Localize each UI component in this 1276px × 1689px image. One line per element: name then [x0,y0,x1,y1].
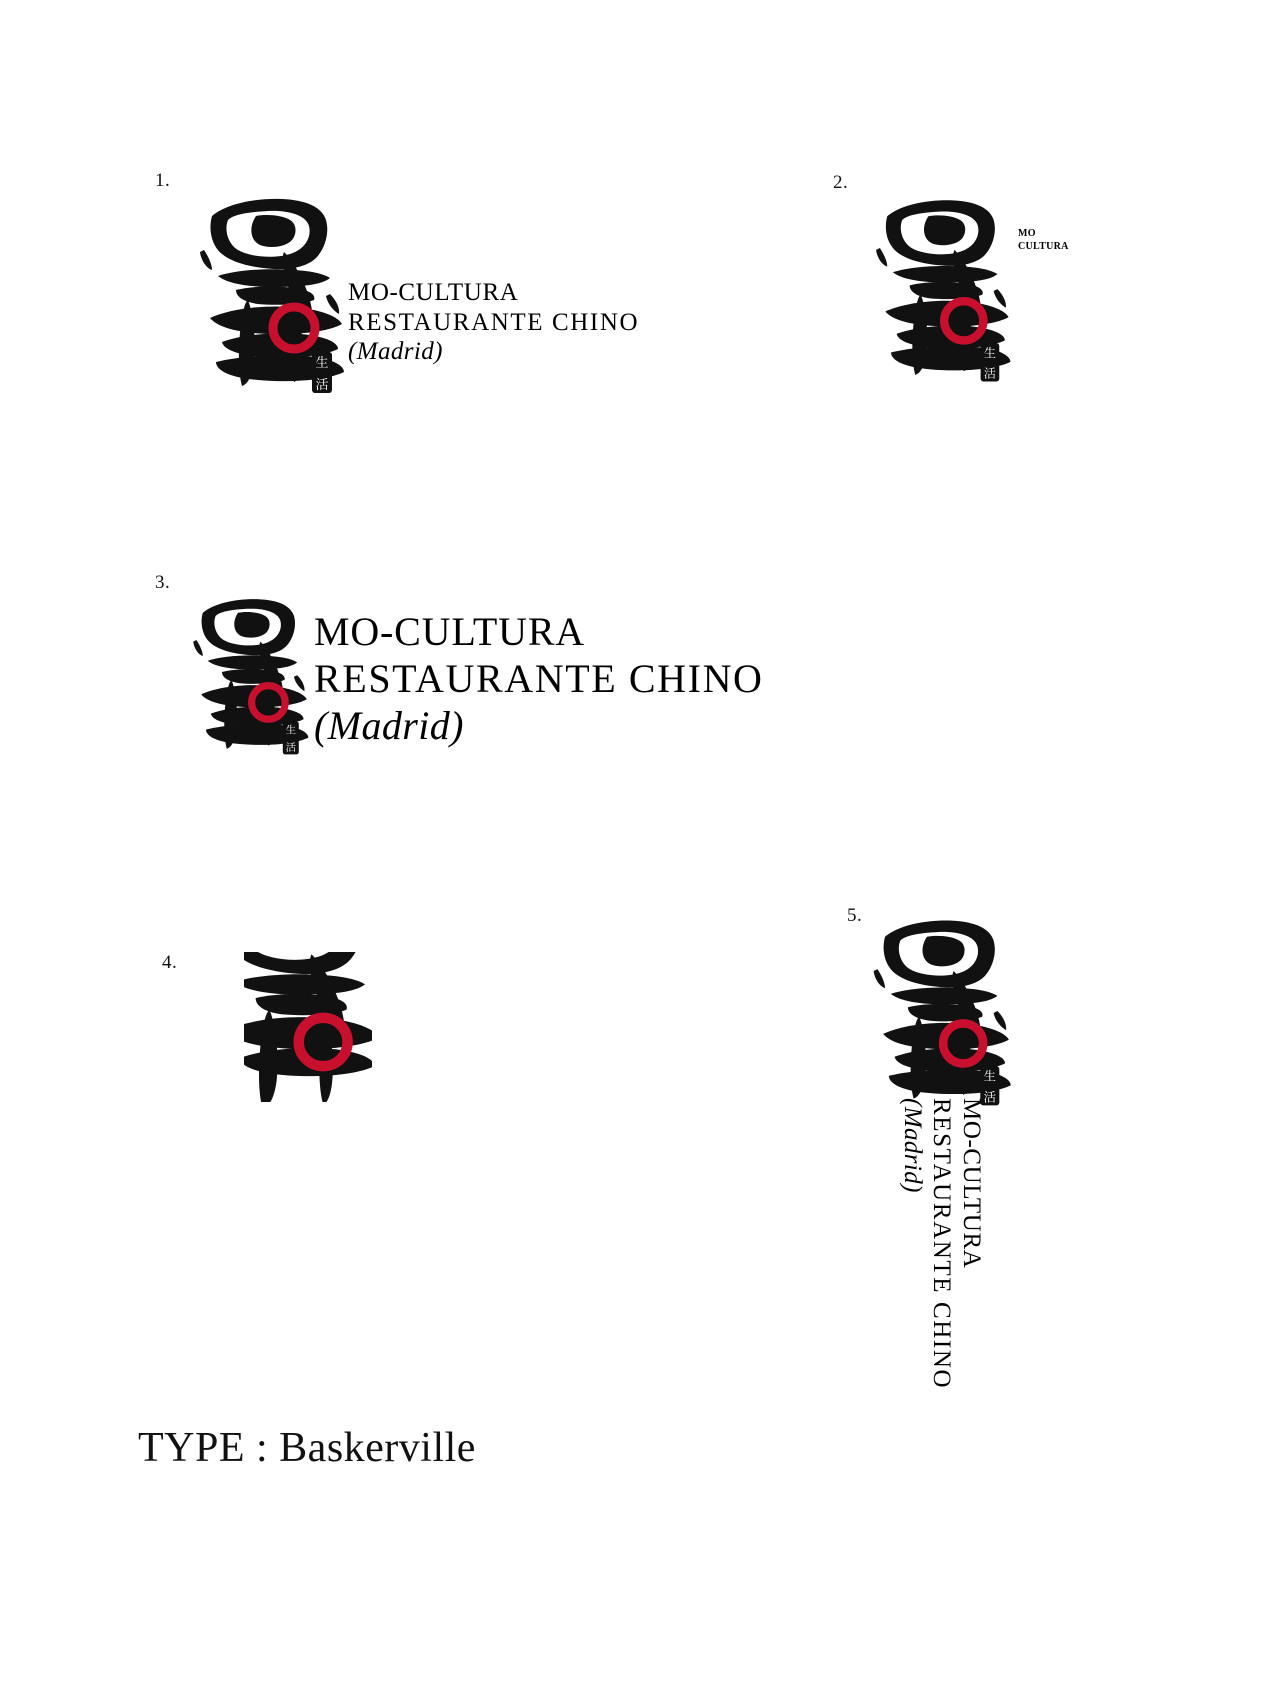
brand-line-3: (Madrid) [314,703,464,749]
variant-number-3: 3. [155,572,171,593]
brand-line-1: MO-CULTURA [314,609,585,654]
variant-number-4: 4. [162,952,178,973]
svg-text:活: 活 [315,378,329,393]
svg-text:生: 生 [315,356,329,371]
brand-line-2: RESTAURANTE CHINO [928,1098,956,1390]
variant-number-2: 2. [833,172,849,193]
type-note: TYPE : Baskerville [138,1425,476,1471]
svg-text:活: 活 [983,366,997,381]
brand-line-2: RESTAURANTE CHINO [348,308,640,336]
brand-line-1: MO-CULTURA [958,1098,985,1269]
brand-line-3: (Madrid) [348,338,443,365]
brand-short-line-2: CULTURA [1018,240,1069,252]
svg-text:生: 生 [983,1069,997,1084]
brand-mark-2 [872,192,1022,388]
brand-mark-3 [190,592,318,760]
lockup-text-1 [348,278,639,367]
variant-number-1: 1. [155,170,171,191]
brand-mark-1 [196,190,356,400]
svg-text:活: 活 [285,742,296,755]
lockup-text-5-vertical [898,1098,987,1389]
brand-mark-4-cropped [244,952,372,1102]
svg-text:生: 生 [983,346,997,361]
svg-text:活: 活 [983,1090,997,1105]
brand-line-2: RESTAURANTE CHINO [314,656,764,702]
brand-short-line-1: MO [1018,228,1036,239]
lockup-text-3 [314,608,764,750]
brand-mark-5 [866,912,1026,1112]
svg-text:生: 生 [285,724,296,737]
variant-number-5: 5. [847,905,863,926]
lockup-text-2 [1018,228,1069,253]
brand-line-3: (Madrid) [899,1098,926,1193]
brand-line-1: MO-CULTURA [348,279,519,306]
